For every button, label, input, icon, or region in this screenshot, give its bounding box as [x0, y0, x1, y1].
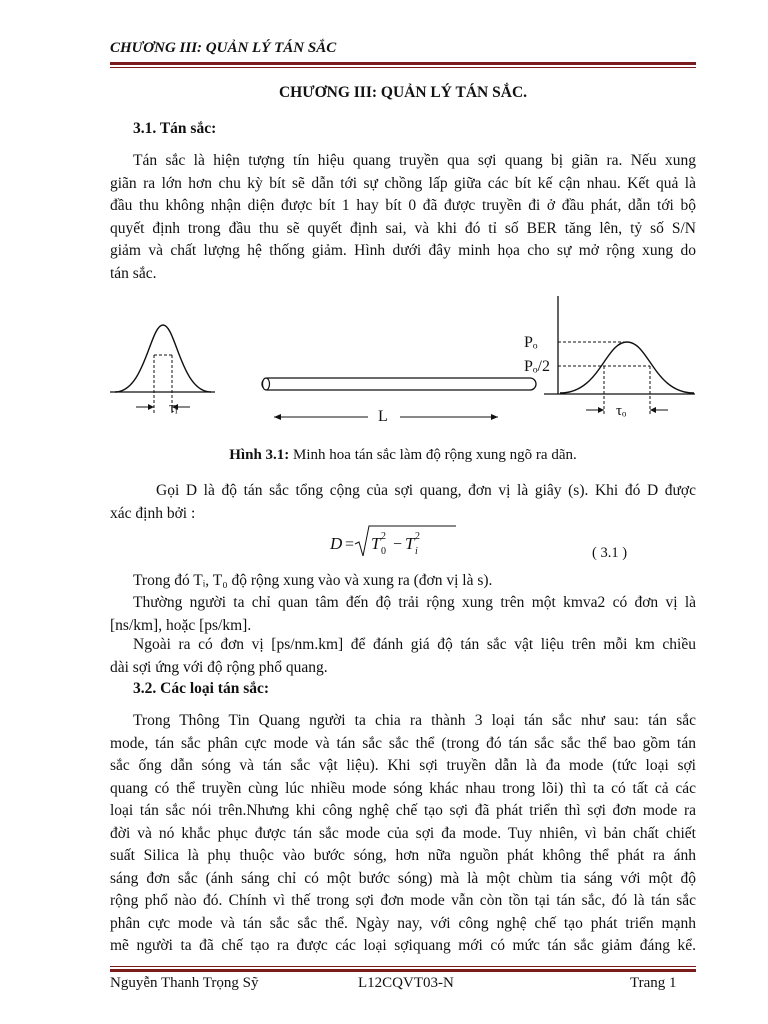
text-line: sáng đơn sắc (ánh sáng chỉ có một bước sóng) mà là một chùm tia sáng với một độ	[110, 869, 696, 887]
eq-t0-sup: 2	[381, 531, 386, 542]
label-tau-i: τᵢ	[169, 400, 178, 416]
header-rule-thick	[110, 62, 696, 65]
eq-ti-sup: 2	[415, 531, 420, 542]
text-line: Tán sắc là hiện tượng tín hiệu quang truyền qua sợi quang bị giãn ra. Nếu xung	[133, 152, 696, 169]
paragraph-ti-t0	[110, 570, 696, 593]
fiber-diagram	[262, 378, 536, 425]
text-line: mẽ người ta đã chế tạo ra được các loại sợiquang mới có mức tán sắc giảm đáng kể.	[110, 937, 696, 954]
caption-text: Minh hoa tán sắc làm độ rộng xung ngõ ra dãn.	[289, 447, 577, 463]
paragraph-material-dispersion	[110, 634, 696, 679]
text-line: quyết định trong đầu thu sẽ quyết định sai, và khi đó tỉ số BER tăng lên, tỷ số S/N	[110, 219, 696, 237]
label-p-o: Pₒ	[524, 334, 538, 351]
text-line: [ns/km], hoặc [ps/km].	[110, 616, 252, 634]
eq-t0-sub: 0	[381, 546, 386, 557]
paragraph-dispersion-definition	[110, 150, 696, 285]
text-line: Trong đó Tᵢ, T₀ độ rộng xung vào và xung ra (đơn vị là s).	[133, 572, 493, 589]
paragraph-total-dispersion	[110, 480, 696, 525]
section-heading-3-1: 3.1. Tán sắc:	[133, 120, 217, 137]
label-tau-o: τₒ	[616, 403, 627, 419]
running-header: CHƯƠNG III: QUẢN LÝ TÁN SẮC	[110, 40, 337, 56]
footer-class: L12CQVT03-N	[358, 975, 454, 991]
text-line: phân cực mode và tán sắc sắc thể. Ngày nay, với công nghệ chế tạo phát triển mạnh	[110, 914, 696, 932]
text-line: Ngoài ra có đơn vị [ps/nm.km] để đánh giá độ tán sắc vật liệu trên mỗi km chiều	[133, 636, 696, 653]
eq-ti-sub: i	[415, 546, 418, 557]
text-line: giảm và chất lượng hệ thống giảm. Hình dưới đây minh họa cho sự mở rộng xung do	[110, 242, 696, 259]
figure-caption	[110, 447, 696, 464]
footer-rule-thick	[110, 969, 696, 972]
text-line: giãn ra lớn hơn chu kỳ bít sẽ dẫn tới sự chồng lấp giữa các bít kế cận nhau. Kết quả là	[110, 174, 696, 192]
header-rule-thin	[110, 67, 696, 68]
text-line: Gọi D là độ tán sắc tổng cộng của sợi quang, đơn vị là giây (s). Khi đó D được	[156, 482, 696, 499]
text-line: đời và nó khắc phục được tán sắc mode của sợi đa mode. Tuy nhiên, vì bản chất chiết	[110, 824, 696, 842]
text-line: quang có thể truyền cùng lúc nhiều mode sóng khác nhau trong lõi) thì ta có tất cả các	[110, 779, 696, 797]
equation-3-1	[328, 522, 458, 562]
eq-ti: T	[405, 534, 415, 553]
equation-number: ( 3.1 )	[592, 545, 628, 561]
text-line: Trong Thông Tin Quang người ta chia ra thành 3 loại tán sắc như sau: tán sắc	[133, 712, 696, 729]
text-line: xác định bởi :	[110, 504, 196, 522]
input-pulse-diagram	[110, 325, 215, 416]
text-line: đầu thu không nhận diện được bít 1 hay bít 0 đã được truyền đi ở đầu phát, dẫn tới bộ	[110, 197, 696, 214]
footer-author: Nguyễn Thanh Trọng Sỹ	[110, 975, 259, 991]
eq-lhs: D	[330, 534, 343, 553]
text-line: Thường người ta chỉ quan tâm đến độ trải rộng xung trên một kmva2 có đơn vị là	[133, 594, 696, 611]
eq-t0: T	[371, 534, 381, 553]
text-line: dài sợi ứng với độ rộng phổ quang.	[110, 658, 328, 676]
label-p-o-half: Pₒ/2	[524, 358, 550, 375]
figure-pulse-broadening	[110, 290, 696, 425]
chapter-title: CHƯƠNG III: QUẢN LÝ TÁN SẮC.	[278, 84, 528, 101]
paragraph-dispersion-types	[110, 710, 696, 958]
footer-rule-thin	[110, 966, 696, 967]
text-line: mode, tán sắc phân cực mode và tán sắc sắc thể (trong đó tán sắc sắc thể bao gồm tán	[110, 734, 696, 752]
section-heading-3-2: 3.2. Các loại tán sắc:	[133, 680, 270, 697]
paragraph-units	[110, 592, 696, 637]
footer-page-number: Trang 1	[630, 975, 677, 991]
caption-label: Hình 3.1:	[229, 447, 290, 463]
label-fiber-length: L	[378, 408, 388, 425]
text-line: loại tán sắc nói trên.Nhưng khi công nghệ chế tạo sợi đã phát triển thì sợi đơn mode ra	[110, 802, 696, 819]
text-line: rộng phổ nào đó. Chính vì thế trong sợi đơn mode vẫn còn tồn tại tán sắc, đó là tán sắc	[110, 892, 696, 909]
eq-equals: =	[345, 536, 355, 553]
text-line: tán sắc.	[110, 264, 157, 282]
text-line: sắc ống dẫn sóng và tán sắc vật liệu). Khi sợi truyền dẫn là đa mode (tức loại sợi	[110, 757, 696, 774]
text-line: suất Silica là phụ thuộc vào bước sóng, hơn nữa nguồn phát không thể phát ra ánh	[110, 847, 696, 864]
eq-minus: −	[393, 536, 403, 553]
output-pulse-diagram	[524, 296, 695, 419]
